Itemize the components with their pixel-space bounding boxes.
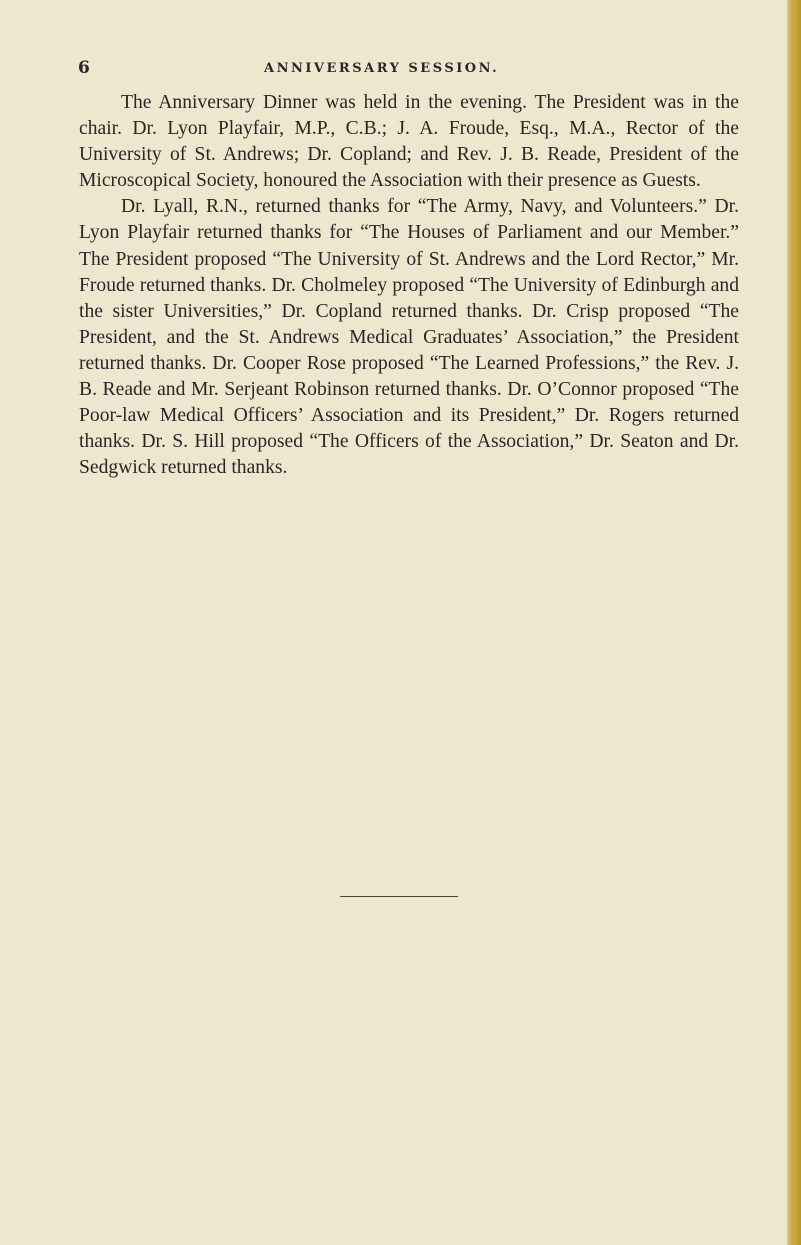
page-number: 6 (78, 58, 90, 78)
paragraph-toasts: Dr. Lyall, R.N., returned thanks for “The Army, Navy, and Volunteers.” Dr. Lyon Playfair returned thanks for “The Houses of Parliament and our Member.” The President proposed “The University of St. Andrews and the Lord Rector,” Mr. Froude returned thanks. Dr. Cholmeley proposed “The University of Edinburgh and the sister Universities,” Dr. Copland returned thanks. Dr. Crisp proposed “The President, and the St. Andrews Medical Graduates’ Association,” the President returned thanks. Dr. Cooper Rose proposed “The Learned Professions,” the Rev. J. B. Reade and Mr. Serjeant Robinson returned thanks. Dr. O’Connor proposed “The Poor-law Medical Officers’ Association and its President,” Dr. Rogers returned thanks. Dr. S. Hill proposed “The Officers of the Association,” Dr. Seaton and Dr. Sedgwick returned thanks. (79, 196, 739, 479)
paragraph-dinner: The Anniversary Dinner was held in the evening. The President was in the chair. Dr. Lyon Playfair, M.P., C.B.; J. A. Froude, Esq., M.A., Rector of the University of St. Andrews; Dr. Copland; and Rev. J. B. Reade, President of the Microscopical Society, honoured the Association with their presence as Guests. (79, 92, 739, 192)
running-head: ANNIVERSARY SESSION. (264, 61, 500, 76)
gilt-page-edge (787, 0, 801, 1245)
body-text (79, 90, 739, 481)
section-end-rule (340, 896, 458, 897)
page-header (0, 58, 801, 82)
